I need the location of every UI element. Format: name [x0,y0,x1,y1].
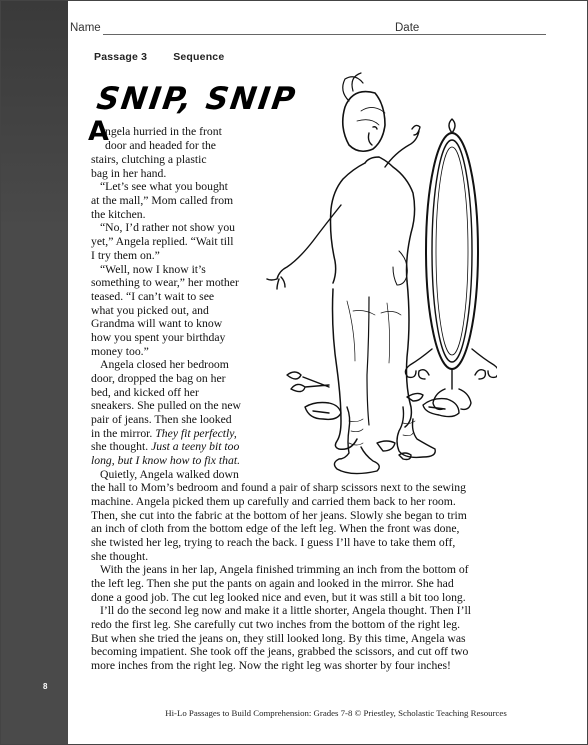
passage-skill: Sequence [173,51,225,63]
text-line: Quietly, Angela walked down [100,468,239,481]
passage-number: Passage 3 [94,51,148,63]
page-footer: Hi-Lo Passages to Build Comprehension: Grades 7-8 © Priestley, Scholastic Teaching Resources [165,708,507,718]
sneaker-icon [423,399,459,417]
text-line: door and headed for the [105,139,216,152]
text-line: ngela hurried in the front [105,125,222,138]
text-line: But when she tried the jeans on, they still looked long. By this time, Angela was [91,632,466,645]
text-line: “No, I’d rather not show you [100,221,236,234]
text-line: stairs, clutching a plastic [91,153,207,166]
text-line: “Let’s see what you bought [100,180,228,193]
text-line: teased. “I can’t wait to see [91,290,215,303]
page-number: 8 [43,682,48,691]
text-line: door, dropped the bag on her [91,372,226,385]
text-line: I’ll do the second leg now and make it a little shorter, Angela thought. Then I’ll [100,604,471,617]
text-line: what you picked out, and [91,304,209,317]
text-line: machine. Angela picked them up carefully and carried them back to her room. [91,495,456,508]
text-line: yet,” Angela replied. “Wait till [91,235,234,248]
girl-figure [267,73,435,474]
text-line: sneakers. She pulled on the new [91,399,241,412]
text-line: how you spent your birthday [91,331,226,344]
text-line: redo the first leg. She carefully cut two inches from the bottom of the right leg. [91,618,461,631]
italic-thought: Just a teeny bit too [151,440,240,453]
denim-scraps-icon [377,393,423,459]
scissors-icon [287,372,329,392]
name-label: Name [70,22,101,34]
story-title: SNIP, SNIP [94,81,300,117]
text-segment: in the mirror. [91,427,153,440]
text-segment: she thought. [91,440,149,453]
text-line: I try them on.” [91,249,160,262]
text-line [91,427,237,441]
text-line: becoming impatient. She took off the jeans, grabbed the scissors, and cut off two [91,645,469,658]
text-line: the hall to Mom’s bedroom and found a pair of sharp scissors next to the sewing [91,481,466,494]
date-write-line[interactable] [426,34,546,35]
text-line: something to wear,” her mother [91,276,239,289]
text-line: Then, she cut into the fabric at the bottom of her jeans. Slowly she began to trim [91,509,467,522]
text-line: pair of jeans. Then she looked [91,413,232,426]
text-line: “Well, now I know it’s [100,263,206,276]
date-label: Date [395,22,420,34]
text-line: the left leg. Then she put the pants on again and looked in the mirror. She had [91,577,454,590]
drop-cap-letter: A [88,116,109,147]
text-line: bag in her hand. [91,167,167,180]
text-line: she twisted her leg, trying to reach the back. I guess I’ll have to take them off, [91,536,456,549]
text-line: more inches from the right leg. Now the right leg was shorter by four inches! [91,659,451,672]
text-line: Grandma will want to know [91,317,223,330]
text-line [91,454,240,468]
italic-thought: long, but I know how to fix that. [91,454,241,467]
text-line: done a good job. The cut leg looked nice and even, but it was still a bit too long. [91,591,466,604]
text-line: she thought. [91,550,149,563]
name-write-line[interactable] [103,34,453,35]
text-line: Angela closed her bedroom [100,358,229,371]
text-line: at the mall,” Mom called from [91,194,234,207]
italic-thought: They fit perfectly, [155,427,237,440]
text-line [91,440,239,454]
sneaker-icon [305,403,341,420]
text-line: money too.” [91,345,149,358]
left-margin-shade [1,1,68,231]
text-line: the kitchen. [91,208,146,221]
text-line: bed, and kicked off her [91,386,199,399]
standing-mirror-icon [405,119,497,409]
passage-heading [94,51,250,63]
text-line: an inch of cloth from the bottom edge of the left leg. When the front was done, [91,522,460,535]
text-line: With the jeans in her lap, Angela finished trimming an inch from the bottom of [100,563,469,576]
girl-mirror-illustration [257,71,497,571]
